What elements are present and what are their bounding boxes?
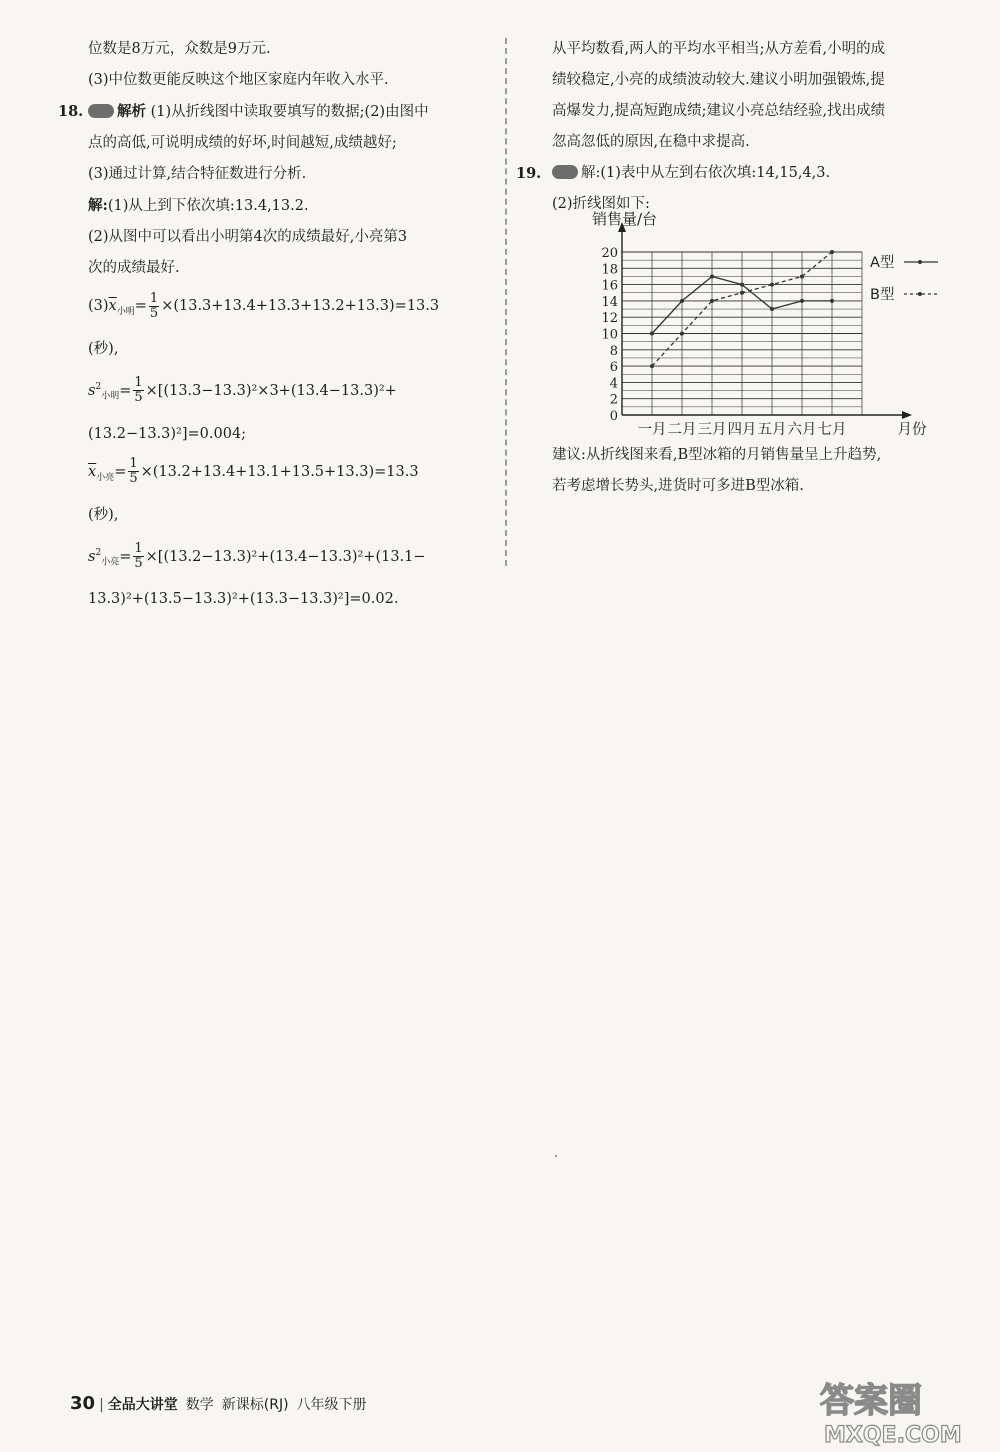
x-tick-label: 二月 [667,422,697,438]
data-point [770,283,774,287]
footer-subject: 数学 [185,1397,214,1413]
x-tick-label: 五月 [757,422,787,438]
y-tick-label: 8 [609,343,618,359]
superscript: 2 [95,547,102,558]
fraction [133,376,143,405]
fraction [128,457,138,486]
y-tick-label: 4 [609,376,618,392]
mean-symbol: $\overline{x}$ [88,463,97,480]
analysis-icon [552,165,578,179]
x-tick-label: 三月 [697,422,727,438]
y-tick-label: 2 [609,392,618,408]
x-axis-label: 月份 [897,422,927,438]
numerator: 1 [149,290,159,306]
equation-mean-xiaoming: $(3)\overline{x}_{小明}=$ $\frac{1}{5}$ ×(13.3+13.4+13.3+13.2+13.3)=13.3 [88,290,440,321]
y-axis-label: 销售量/台 [592,210,658,228]
subscript: 小亮 [101,557,120,568]
fraction [149,292,159,321]
subscript: 小亮 [96,472,115,483]
data-point [650,332,654,336]
y-tick-label: 14 [601,294,618,310]
right-column [516,34,964,220]
variance-symbol: s [88,382,96,399]
data-point [800,299,804,303]
denominator: 5 [134,390,143,406]
text-line: 13.3)²+(13.5−13.3)²+(13.3−13.3)²]=0.02. [88,591,399,608]
text-line: (3)中位数更能反映这个地区家庭内年收入水平. [88,72,389,88]
text-span: (3) [88,298,109,314]
text-line: (2)从图中可以看出小明第4次的成绩最好,小亮第3 [88,229,408,245]
data-point [710,274,714,278]
footer-brand: 全品大讲堂 [107,1397,178,1413]
text-line: 建议:从折线图来看,B型冰箱的月销售量呈上升趋势, [552,447,882,463]
data-point [650,364,654,368]
analysis-icon [88,104,114,118]
sales-line-chart [552,200,972,450]
text-line: (秒), [88,506,119,523]
text-span: ×(13.3+13.4+13.3+13.2+13.3)=13.3 [161,298,440,314]
data-point [680,332,684,336]
numerator: 1 [129,456,138,472]
data-point [740,283,744,287]
page-footer [70,1393,367,1414]
superscript: 2 [95,381,102,392]
q19-line-1 [516,158,964,189]
suggestion-block [552,440,964,502]
chart-svg [552,200,972,450]
solution-line [88,190,490,222]
mean-symbol: $\overline{x}$ [108,298,117,314]
equation-mean-xiaoliang: $\overline{x}_{小亮}=$ $\frac{1}{5}$ ×(13.2+13.4+13.1+13.5+13.3)=13.3 [88,456,419,487]
text-line: 位数是8万元，众数是9万元. [88,41,271,57]
denominator: 5 [129,471,138,487]
text-line: 次的成绩最好. [88,260,180,276]
text-line: 点的高低,可说明成绩的好坏,时间越短,成绩越好; [88,135,397,151]
page-number: 30 [70,1393,96,1414]
y-tick-label: 6 [609,360,618,376]
x-tick-label: 一月 [637,422,667,438]
variance-symbol: s [88,548,96,565]
data-point [800,274,804,278]
footer-grade: 八年级下册 [296,1397,367,1413]
solution-label: 解: [88,197,108,214]
question-number: 19. [516,165,542,182]
text-line: 绩较稳定,小亮的成绩波动较大.建议小明加强锻炼,提 [552,72,885,88]
numerator: 1 [134,375,143,391]
y-tick-label: 16 [601,278,618,294]
subscript: 小明 [101,391,120,402]
y-tick-label: 12 [601,311,618,327]
text-line: (3)通过计算,结合特征数进行分析. [88,166,307,182]
text-line: (秒), [88,340,119,357]
analysis-tag: 解析 [117,103,146,120]
y-tick-label: 18 [601,262,618,278]
data-point [830,299,834,303]
x-tick-label: 七月 [817,422,847,438]
question-number: 18. [58,103,84,120]
x-tick-label: 四月 [727,422,757,438]
scan-speck [555,1155,557,1157]
column-divider [505,38,507,566]
numerator: 1 [134,540,143,556]
footer-separator: | [99,1397,104,1413]
text-line: (2)折线图如下: [552,196,650,212]
text-span: ×(13.2+13.4+13.1+13.5+13.3)=13.3 [140,463,419,480]
data-point [740,291,744,295]
legend-label: B型 [870,287,895,303]
watermark-logo [790,1378,990,1448]
fraction [133,542,143,571]
q18-line-1 [58,96,490,128]
footer-edition: 新课标(RJ) [221,1397,289,1413]
y-tick-label: 20 [601,246,618,261]
left-column [58,34,490,615]
text-span: 解:(1)表中从左到右依次填:14,15,4,3. [581,165,831,181]
y-tick-label: 0 [609,409,618,424]
y-tick-label: 10 [601,327,618,343]
watermark-bottom: MXQE.COM [824,1423,962,1448]
denominator: 5 [134,555,143,571]
watermark-svg [790,1378,990,1448]
text-line: (13.2−13.3)²]=0.004; [88,425,247,442]
equation-variance-xiaoliang: $s^2_{小亮}=$ $\frac{1}{5}$ ×[(13.2−13.3)²+(13.4−13.3)²+(13.1− [88,540,426,571]
legend-marker [918,260,922,264]
data-point [830,250,834,254]
text-line: 忽高忽低的原因,在稳中求提高. [552,134,750,150]
data-point [680,299,684,303]
watermark-top: 答案圈 [820,1381,922,1421]
text-span: (1)从上到下依次填:13.4,13.2. [107,198,309,214]
x-axis-arrow [902,411,912,419]
equation-variance-xiaoming: $s^2_{小明}=$ $\frac{1}{5}$ ×[(13.3−13.3)²×3+(13.4−13.3)²+ [88,375,397,406]
text-span: ×[(13.3−13.3)²×3+(13.4−13.3)²+ [145,382,397,399]
data-point [710,299,714,303]
text-line: 高爆发力,提高短跑成绩;建议小亮总结经验,找出成绩 [552,103,886,119]
text-span: (1)从折线图中读取要填写的数据;(2)由图中 [150,104,429,120]
text-span: ×[(13.2−13.3)²+(13.4−13.3)²+(13.1− [145,548,426,565]
legend-marker [918,292,922,296]
legend-label: A型 [870,255,895,271]
denominator: 5 [149,305,159,321]
text-line: 若考虑增长势头,进货时可多进B型冰箱. [552,478,804,494]
text-line: 从平均数看,两人的平均水平相当;从方差看,小明的成 [552,41,886,57]
subscript: 小明 [116,306,135,317]
data-point [770,307,774,311]
x-tick-label: 六月 [787,422,817,438]
